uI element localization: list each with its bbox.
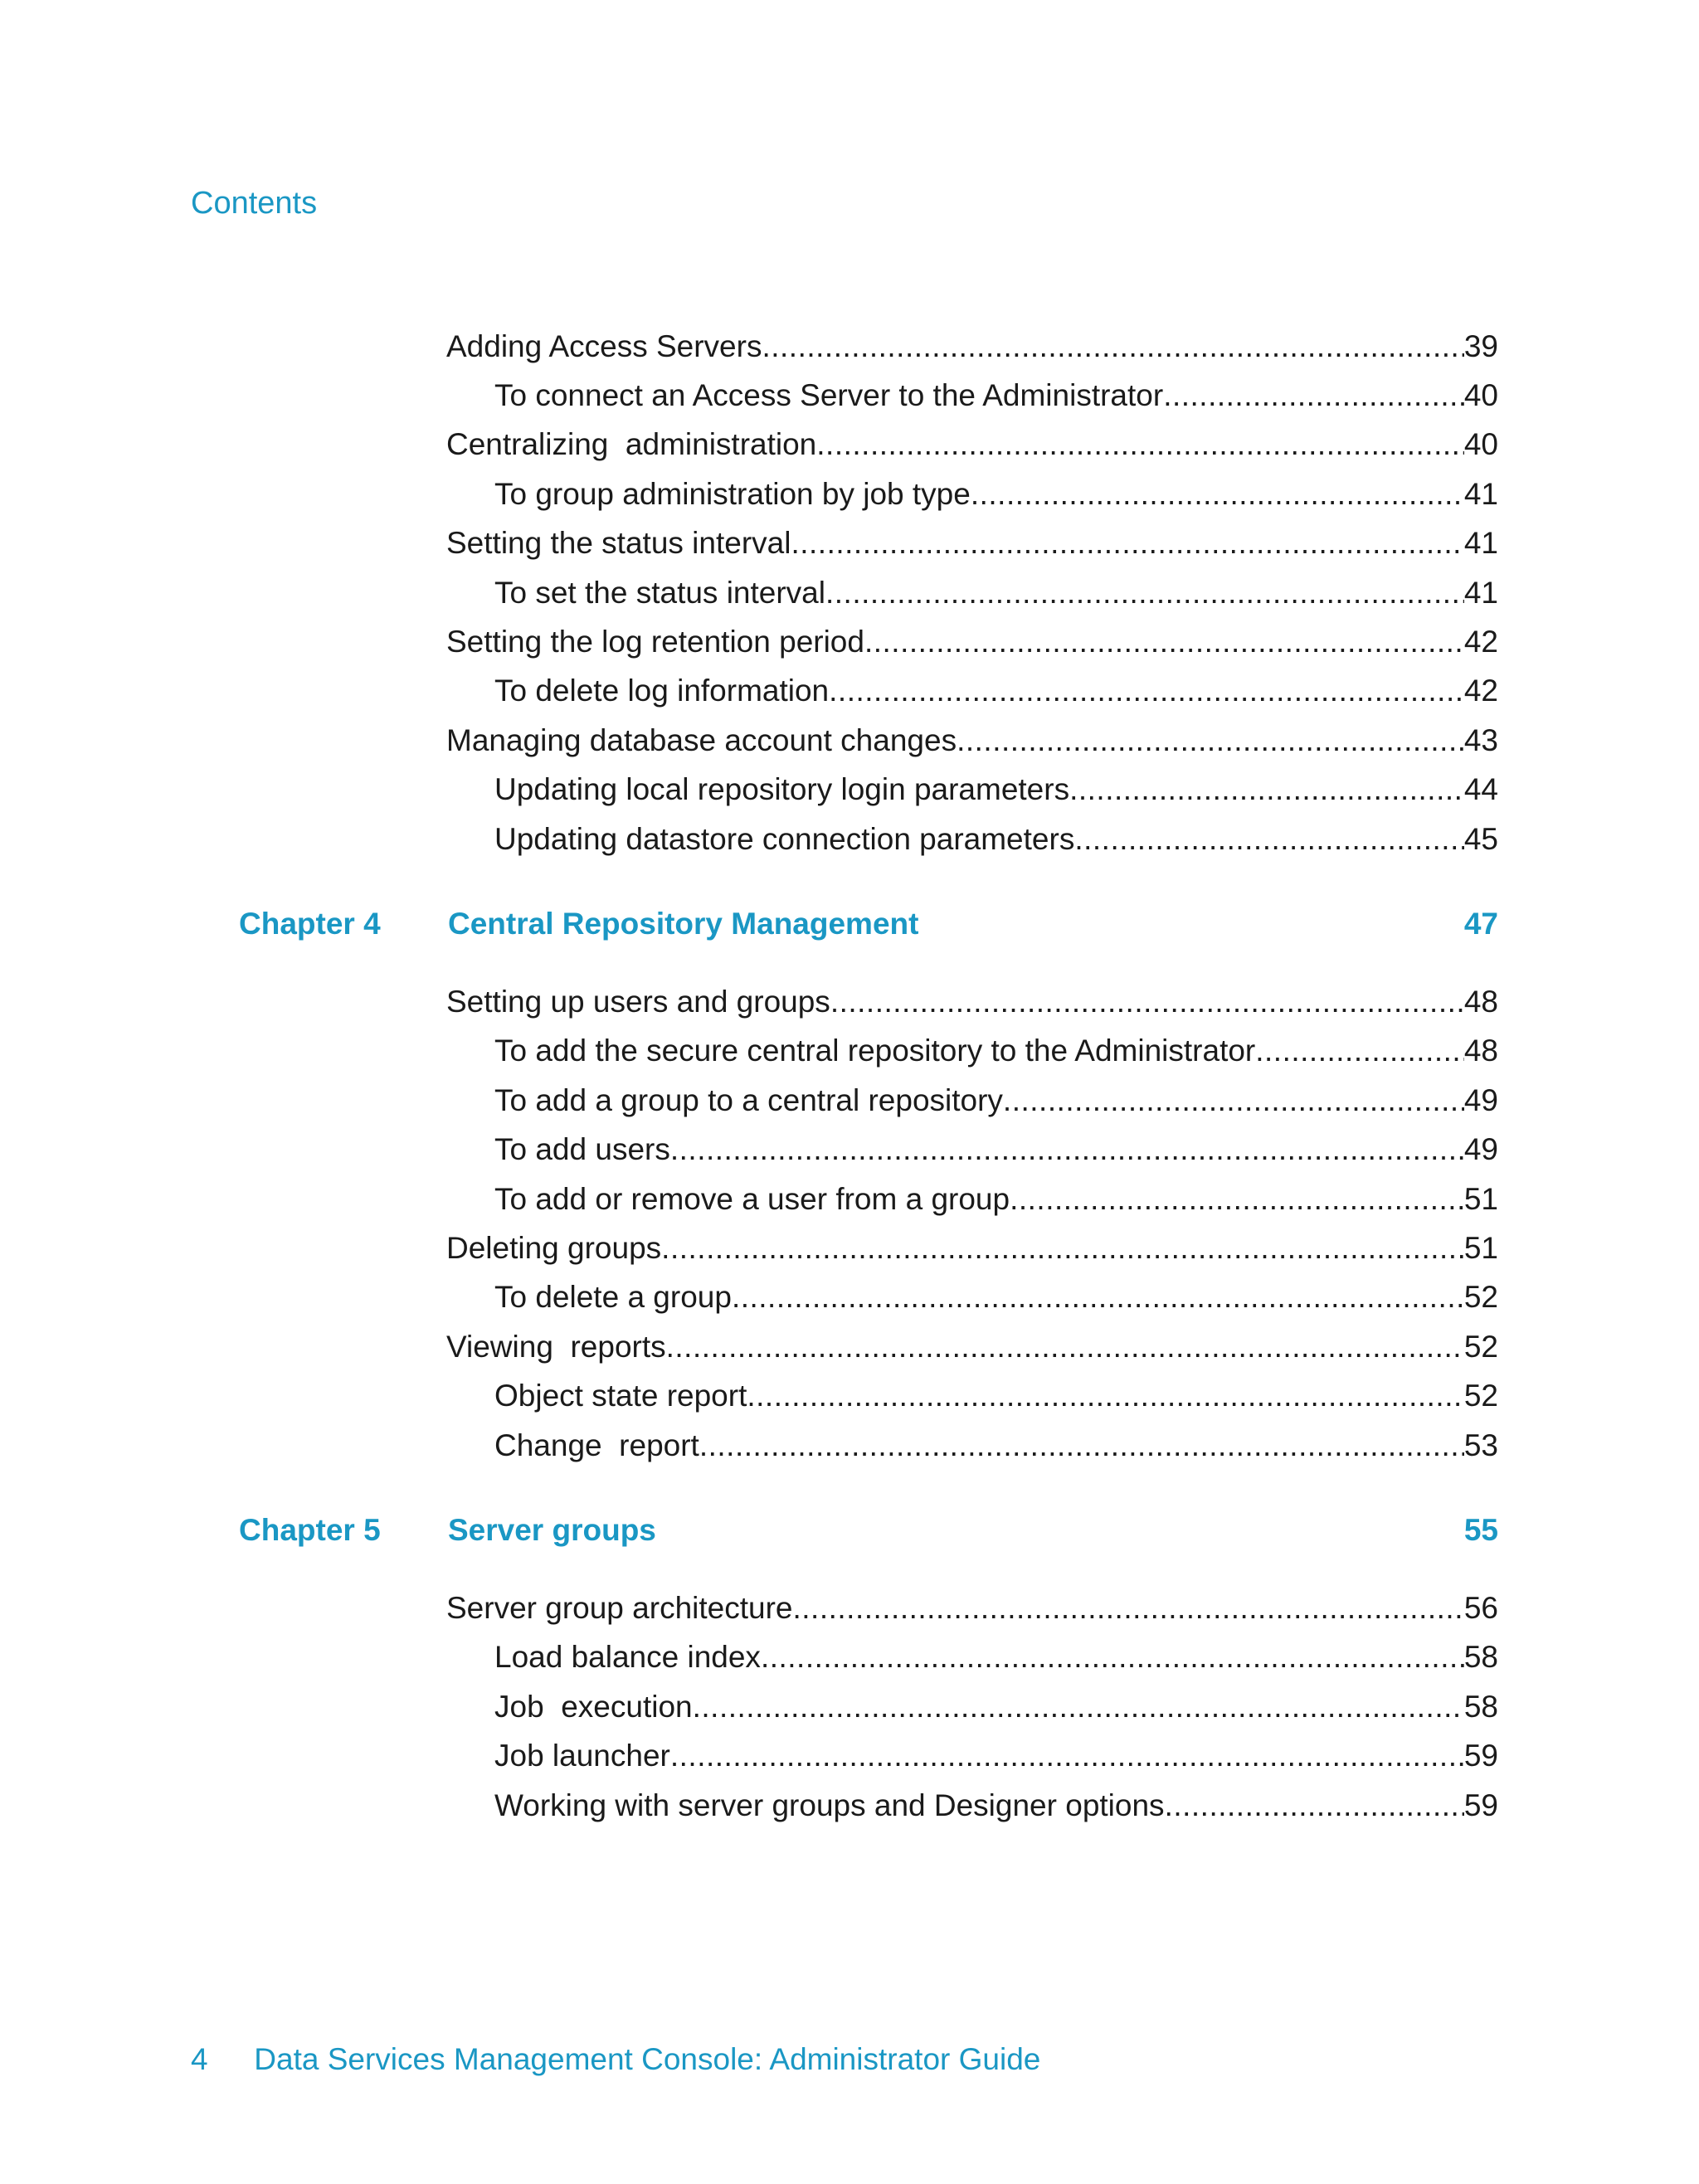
toc-dot-leader (670, 1738, 1464, 1774)
toc-entry[interactable] (494, 1119, 1498, 1169)
toc-entry-page: 43 (1463, 722, 1498, 757)
toc-entry[interactable] (494, 1774, 1498, 1824)
toc-dot-leader (792, 1590, 1463, 1627)
page-footer (191, 2042, 1040, 2077)
toc-entry[interactable] (446, 1217, 1498, 1267)
chapter-heading[interactable] (0, 907, 1498, 956)
toc-entry-label: To delete log information (494, 674, 830, 708)
toc-entry-page: 59 (1463, 1788, 1498, 1822)
toc-entry-label: Working with server groups and Designer options (494, 1788, 1165, 1822)
toc-entry-page: 52 (1463, 1329, 1498, 1364)
toc-dot-leader (816, 426, 1464, 463)
toc-entry-page: 45 (1463, 821, 1498, 856)
toc-entry[interactable] (446, 709, 1498, 759)
toc-entry-label: Server group architecture (446, 1591, 793, 1625)
toc-entry-page: 41 (1463, 476, 1498, 511)
toc-entry-label: Updating local repository login parameters (494, 772, 1070, 807)
toc-entry-label: Load balance index (494, 1640, 761, 1675)
toc-entry[interactable] (494, 808, 1498, 858)
toc-entry-label: Job launcher (494, 1739, 670, 1773)
toc-entry-page: 48 (1463, 1034, 1498, 1068)
toc-entry-page: 52 (1463, 1379, 1498, 1413)
toc-entry-page: 39 (1463, 328, 1498, 363)
footer-page-number: 4 (191, 2042, 208, 2076)
chapter-number: Chapter 4 (239, 907, 381, 941)
toc-entry[interactable] (494, 1414, 1498, 1464)
toc-entry-label: To set the status interval (494, 575, 825, 610)
toc-entry-page: 59 (1463, 1739, 1498, 1773)
toc-entry[interactable] (446, 1577, 1498, 1627)
toc-entry-label: To connect an Access Server to the Administrator (494, 378, 1164, 412)
toc-entry[interactable] (494, 1725, 1498, 1775)
toc-entry-label: To delete a group (494, 1280, 732, 1315)
toc-entry-page: 40 (1463, 378, 1498, 412)
toc-dot-leader (762, 328, 1463, 365)
toc-entry-page: 51 (1463, 1231, 1498, 1265)
toc-entry-label: Setting up users and groups (446, 985, 830, 1019)
toc-dot-leader (1069, 771, 1464, 808)
toc-entry-label: To group administration by job type (494, 476, 971, 511)
toc-entry[interactable] (494, 1168, 1498, 1218)
chapter-heading[interactable] (0, 1513, 1498, 1563)
toc-entry-label: Adding Access Servers (446, 328, 762, 363)
toc-entry-page: 52 (1463, 1280, 1498, 1315)
toc-entry[interactable] (494, 1267, 1498, 1316)
toc-dot-leader (1255, 1033, 1464, 1069)
toc-entry-label: Change report (494, 1428, 699, 1462)
toc-entry-page: 41 (1463, 526, 1498, 561)
toc-entry-label: Updating datastore connection parameters (494, 821, 1075, 856)
toc-entry[interactable] (446, 1316, 1498, 1365)
toc-dot-leader (699, 1428, 1464, 1464)
toc-entry-label: To add the secure central repository to the Administrator (494, 1034, 1256, 1068)
toc-entry-label: Job execution (494, 1689, 693, 1724)
toc-entry-label: Centralizing administration (446, 427, 817, 462)
toc-entry-page: 49 (1463, 1132, 1498, 1167)
toc-dot-leader (670, 1131, 1464, 1168)
toc-entry-label: To add users (494, 1132, 670, 1167)
toc-dot-leader (693, 1689, 1464, 1725)
chapter-title: Central Repository Management (448, 907, 919, 941)
toc-entry[interactable] (494, 463, 1498, 513)
toc-entry[interactable] (494, 364, 1498, 414)
toc-entry-label: Managing database account changes (446, 722, 957, 757)
toc-entry[interactable] (494, 660, 1498, 710)
toc-entry-label: Deleting groups (446, 1231, 662, 1265)
toc-entry-label: To add a group to a central repository (494, 1082, 1003, 1117)
toc-dot-leader (830, 984, 1464, 1020)
toc-dot-leader (791, 525, 1463, 562)
toc-entry[interactable] (494, 1365, 1498, 1415)
toc-dot-leader (829, 673, 1464, 709)
toc-dot-leader (957, 722, 1464, 759)
toc-entry[interactable] (494, 1627, 1498, 1676)
chapter-title: Server groups (448, 1513, 656, 1548)
toc-dot-leader (747, 1378, 1463, 1414)
chapter-number: Chapter 5 (239, 1513, 381, 1548)
running-header: Contents (191, 186, 318, 221)
toc-entry[interactable] (494, 1020, 1498, 1070)
chapter-page: 47 (1463, 907, 1498, 941)
toc-entry-label: Viewing reports (446, 1329, 666, 1364)
toc-dot-leader (1003, 1082, 1464, 1119)
toc-entry-page: 58 (1463, 1640, 1498, 1675)
toc-dot-leader (1074, 821, 1464, 858)
toc-dot-leader (1165, 1788, 1464, 1824)
toc-dot-leader (761, 1639, 1464, 1676)
toc-entry-label: Object state report (494, 1379, 747, 1413)
toc-dot-leader (661, 1230, 1464, 1267)
toc-entry[interactable] (446, 610, 1498, 660)
toc-entry-page: 42 (1463, 625, 1498, 659)
toc-entry[interactable] (446, 414, 1498, 464)
toc-dot-leader (971, 476, 1464, 513)
toc-entry[interactable] (446, 513, 1498, 562)
toc-entry-page: 51 (1463, 1181, 1498, 1216)
toc-entry-label: Setting the status interval (446, 526, 791, 561)
toc-entry-label: Setting the log retention period (446, 625, 864, 659)
toc-entry-page: 44 (1463, 772, 1498, 807)
toc-dot-leader (1010, 1181, 1464, 1218)
toc-dot-leader (732, 1279, 1464, 1316)
toc-entry-page: 42 (1463, 674, 1498, 708)
toc-dot-leader (1163, 377, 1464, 414)
toc-entry[interactable] (494, 759, 1498, 809)
toc-entry-page: 58 (1463, 1689, 1498, 1724)
toc-entry[interactable] (494, 1676, 1498, 1725)
toc-entry-page: 56 (1463, 1591, 1498, 1625)
chapter-page: 55 (1463, 1513, 1498, 1548)
toc-entry[interactable] (446, 970, 1498, 1020)
toc-dot-leader (666, 1329, 1464, 1365)
toc-dot-leader (825, 575, 1464, 611)
toc-entry-page: 49 (1463, 1082, 1498, 1117)
toc-dot-leader (864, 624, 1464, 660)
toc-entry-page: 40 (1463, 427, 1498, 462)
footer-book-title: Data Services Management Console: Administrator Guide (254, 2042, 1041, 2076)
toc-entry[interactable] (494, 562, 1498, 611)
toc-entry-page: 48 (1463, 985, 1498, 1019)
toc-entry-label: To add or remove a user from a group (494, 1181, 1010, 1216)
toc-entry[interactable] (446, 315, 1498, 365)
toc-entry-page: 53 (1463, 1428, 1498, 1462)
toc-entry-page: 41 (1463, 575, 1498, 610)
toc-entry[interactable] (494, 1069, 1498, 1119)
